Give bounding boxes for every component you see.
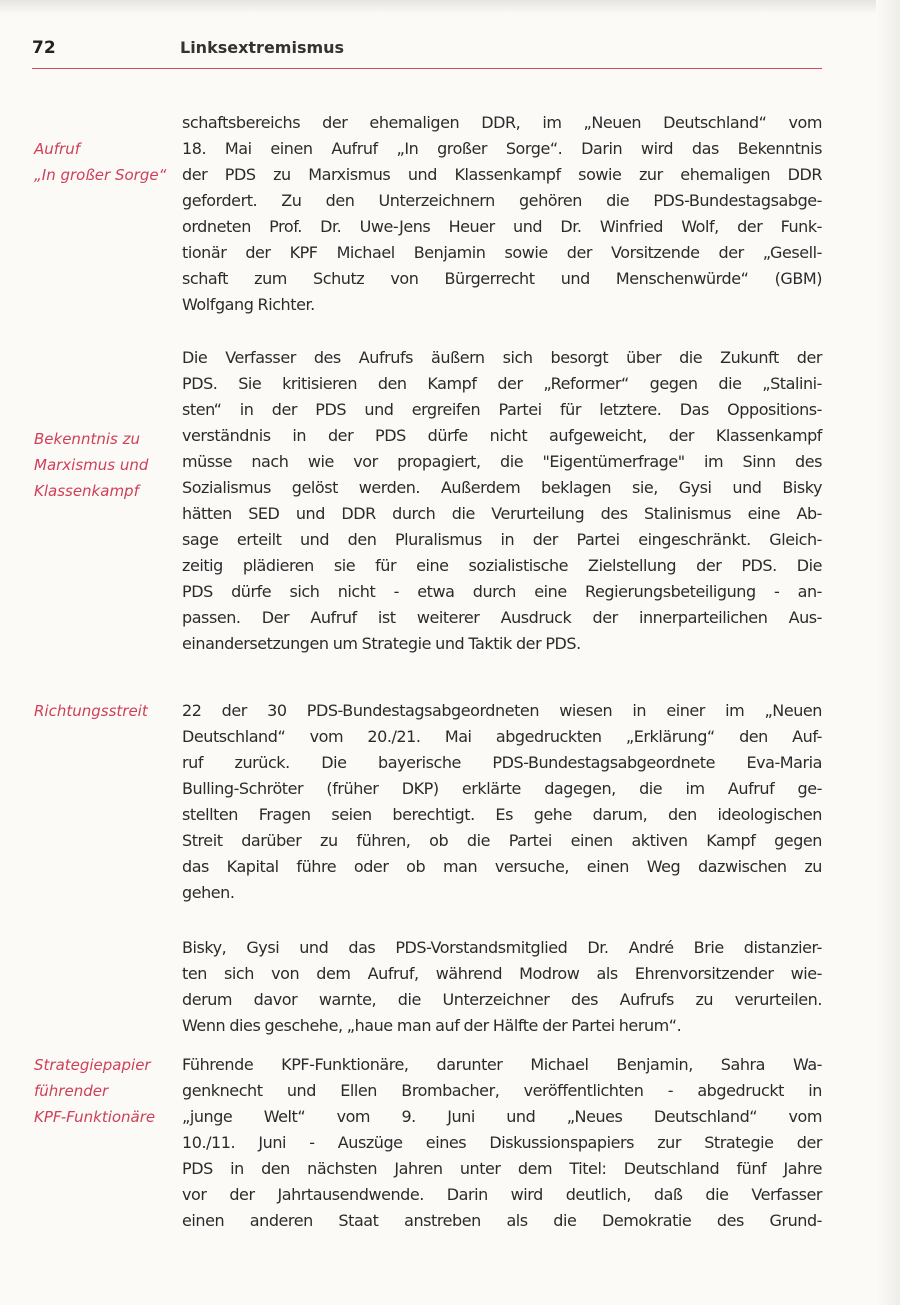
section-title: Linksextremismus [180, 38, 345, 57]
text-line: verständnis in der PDS dürfe nicht aufgeweicht, der Klassenkampf [182, 426, 822, 445]
text-line: gehen. [182, 883, 235, 902]
paragraph-aufruf [182, 110, 822, 318]
margin-note-line: Marxismus und [34, 456, 149, 474]
text-line: 22 der 30 PDS-Bundestagsabgeordneten wiesen in einer im „Neuen [182, 701, 822, 720]
text-line: ruf zurück. Die bayerische PDS-Bundestagsabgeordnete Eva-Maria [182, 753, 822, 772]
text-line: schaftsbereichs der ehemaligen DDR, im „Neuen Deutschland“ vom [182, 113, 822, 132]
text-line: Die Verfasser des Aufrufs äußern sich besorgt über die Zukunft der [182, 348, 822, 367]
margin-note-line: Bekenntnis zu [34, 430, 140, 448]
text-line: Sozialismus gelöst werden. Außerdem beklagen sie, Gysi und Bisky [182, 478, 822, 497]
text-line: Bisky, Gysi und das PDS-Vorstandsmitglied Dr. André Brie distanzier- [182, 938, 822, 957]
text-line: Streit darüber zu führen, ob die Partei einen aktiven Kampf gegen [182, 831, 822, 850]
margin-note-line: führender [34, 1082, 109, 1100]
text-line: stellten Fragen seien berechtigt. Es gehe darum, den ideologischen [182, 805, 822, 824]
margin-note-line: „In großer Sorge“ [34, 166, 167, 184]
text-line: passen. Der Aufruf ist weiterer Ausdruck der innerparteilichen Aus- [182, 608, 822, 627]
margin-note-line: Richtungsstreit [34, 702, 148, 720]
text-line: Wolfgang Richter. [182, 295, 315, 314]
margin-note-line: Klassenkampf [34, 482, 139, 500]
text-line: Deutschland“ vom 20./21. Mai abgedruckten „Erklärung“ den Auf- [182, 727, 822, 746]
text-line: sten“ in der PDS und ergreifen Partei für letztere. Das Oppositions- [182, 400, 822, 419]
page-header [32, 38, 822, 72]
margin-note-line: Strategiepapier [34, 1056, 151, 1074]
text-line: einen anderen Staat anstreben als die Demokratie des Grund- [182, 1211, 822, 1230]
text-line: sage erteilt und den Pluralismus in der Partei eingeschränkt. Gleich- [182, 530, 822, 549]
margin-note-richtungsstreit [34, 698, 174, 724]
text-line: PDS. Sie kritisieren den Kampf der „Reformer“ gegen die „Stalini- [182, 374, 822, 393]
paragraph-strategiepapier [182, 1052, 822, 1234]
text-line: der PDS zu Marxismus und Klassenkampf sowie zur ehemaligen DDR [182, 165, 822, 184]
paragraph-verfasser [182, 345, 822, 657]
paragraph-distanzierung [182, 935, 822, 1039]
margin-note-bekenntnis [34, 426, 174, 504]
text-line: 10./11. Juni - Auszüge eines Diskussionspapiers zur Strategie der [182, 1133, 822, 1152]
text-line: zeitig plädieren sie für eine sozialistische Zielstellung der PDS. Die [182, 556, 822, 575]
page-top-shadow [0, 0, 900, 14]
text-line: gefordert. Zu den Unterzeichnern gehören die PDS-Bundestagsabge- [182, 191, 822, 210]
margin-note-strategiepapier [34, 1052, 174, 1130]
text-line: Bulling-Schröter (früher DKP) erklärte dagegen, die im Aufruf ge- [182, 779, 822, 798]
text-line: tionär der KPF Michael Benjamin sowie der Vorsitzende der „Gesell- [182, 243, 822, 262]
header-rule [32, 68, 822, 69]
paragraph-richtungsstreit [182, 698, 822, 906]
text-line: PDS dürfe sich nicht - etwa durch eine Regierungsbeteiligung - an- [182, 582, 822, 601]
text-line: Wenn dies geschehe, „haue man auf der Hälfte der Partei herum“. [182, 1016, 682, 1035]
page-edge-shadow [876, 0, 900, 1305]
text-line: müsse nach wie vor propagiert, die "Eigentümerfrage" im Sinn des [182, 452, 822, 471]
text-line: ordneten Prof. Dr. Uwe-Jens Heuer und Dr. Winfried Wolf, der Funk- [182, 217, 822, 236]
text-line: hätten SED und DDR durch die Verurteilung des Stalinismus eine Ab- [182, 504, 822, 523]
text-line: einandersetzungen um Strategie und Taktik der PDS. [182, 634, 581, 653]
text-line: 18. Mai einen Aufruf „In großer Sorge“. Darin wird das Bekenntnis [182, 139, 822, 158]
text-line: „junge Welt“ vom 9. Juni und „Neues Deutschland“ vom [182, 1107, 822, 1126]
text-line: genknecht und Ellen Brombacher, veröffentlichten - abgedruckt in [182, 1081, 822, 1100]
text-line: PDS in den nächsten Jahren unter dem Titel: Deutschland fünf Jahre [182, 1159, 822, 1178]
text-line: vor der Jahrtausendwende. Darin wird deutlich, daß die Verfasser [182, 1185, 822, 1204]
text-line: das Kapital führe oder ob man versuche, einen Weg dazwischen zu [182, 857, 822, 876]
margin-note-line: Aufruf [34, 140, 81, 158]
text-line: derum davor warnte, die Unterzeichner des Aufrufs zu verurteilen. [182, 990, 822, 1009]
page-number: 72 [32, 38, 56, 58]
margin-note-line: KPF-Funktionäre [34, 1108, 156, 1126]
text-line: ten sich von dem Aufruf, während Modrow als Ehrenvorsitzender wie- [182, 964, 822, 983]
text-line: Führende KPF-Funktionäre, darunter Michael Benjamin, Sahra Wa- [182, 1055, 822, 1074]
text-line: schaft zum Schutz von Bürgerrecht und Menschenwürde“ (GBM) [182, 269, 822, 288]
margin-note-aufruf [34, 136, 174, 188]
